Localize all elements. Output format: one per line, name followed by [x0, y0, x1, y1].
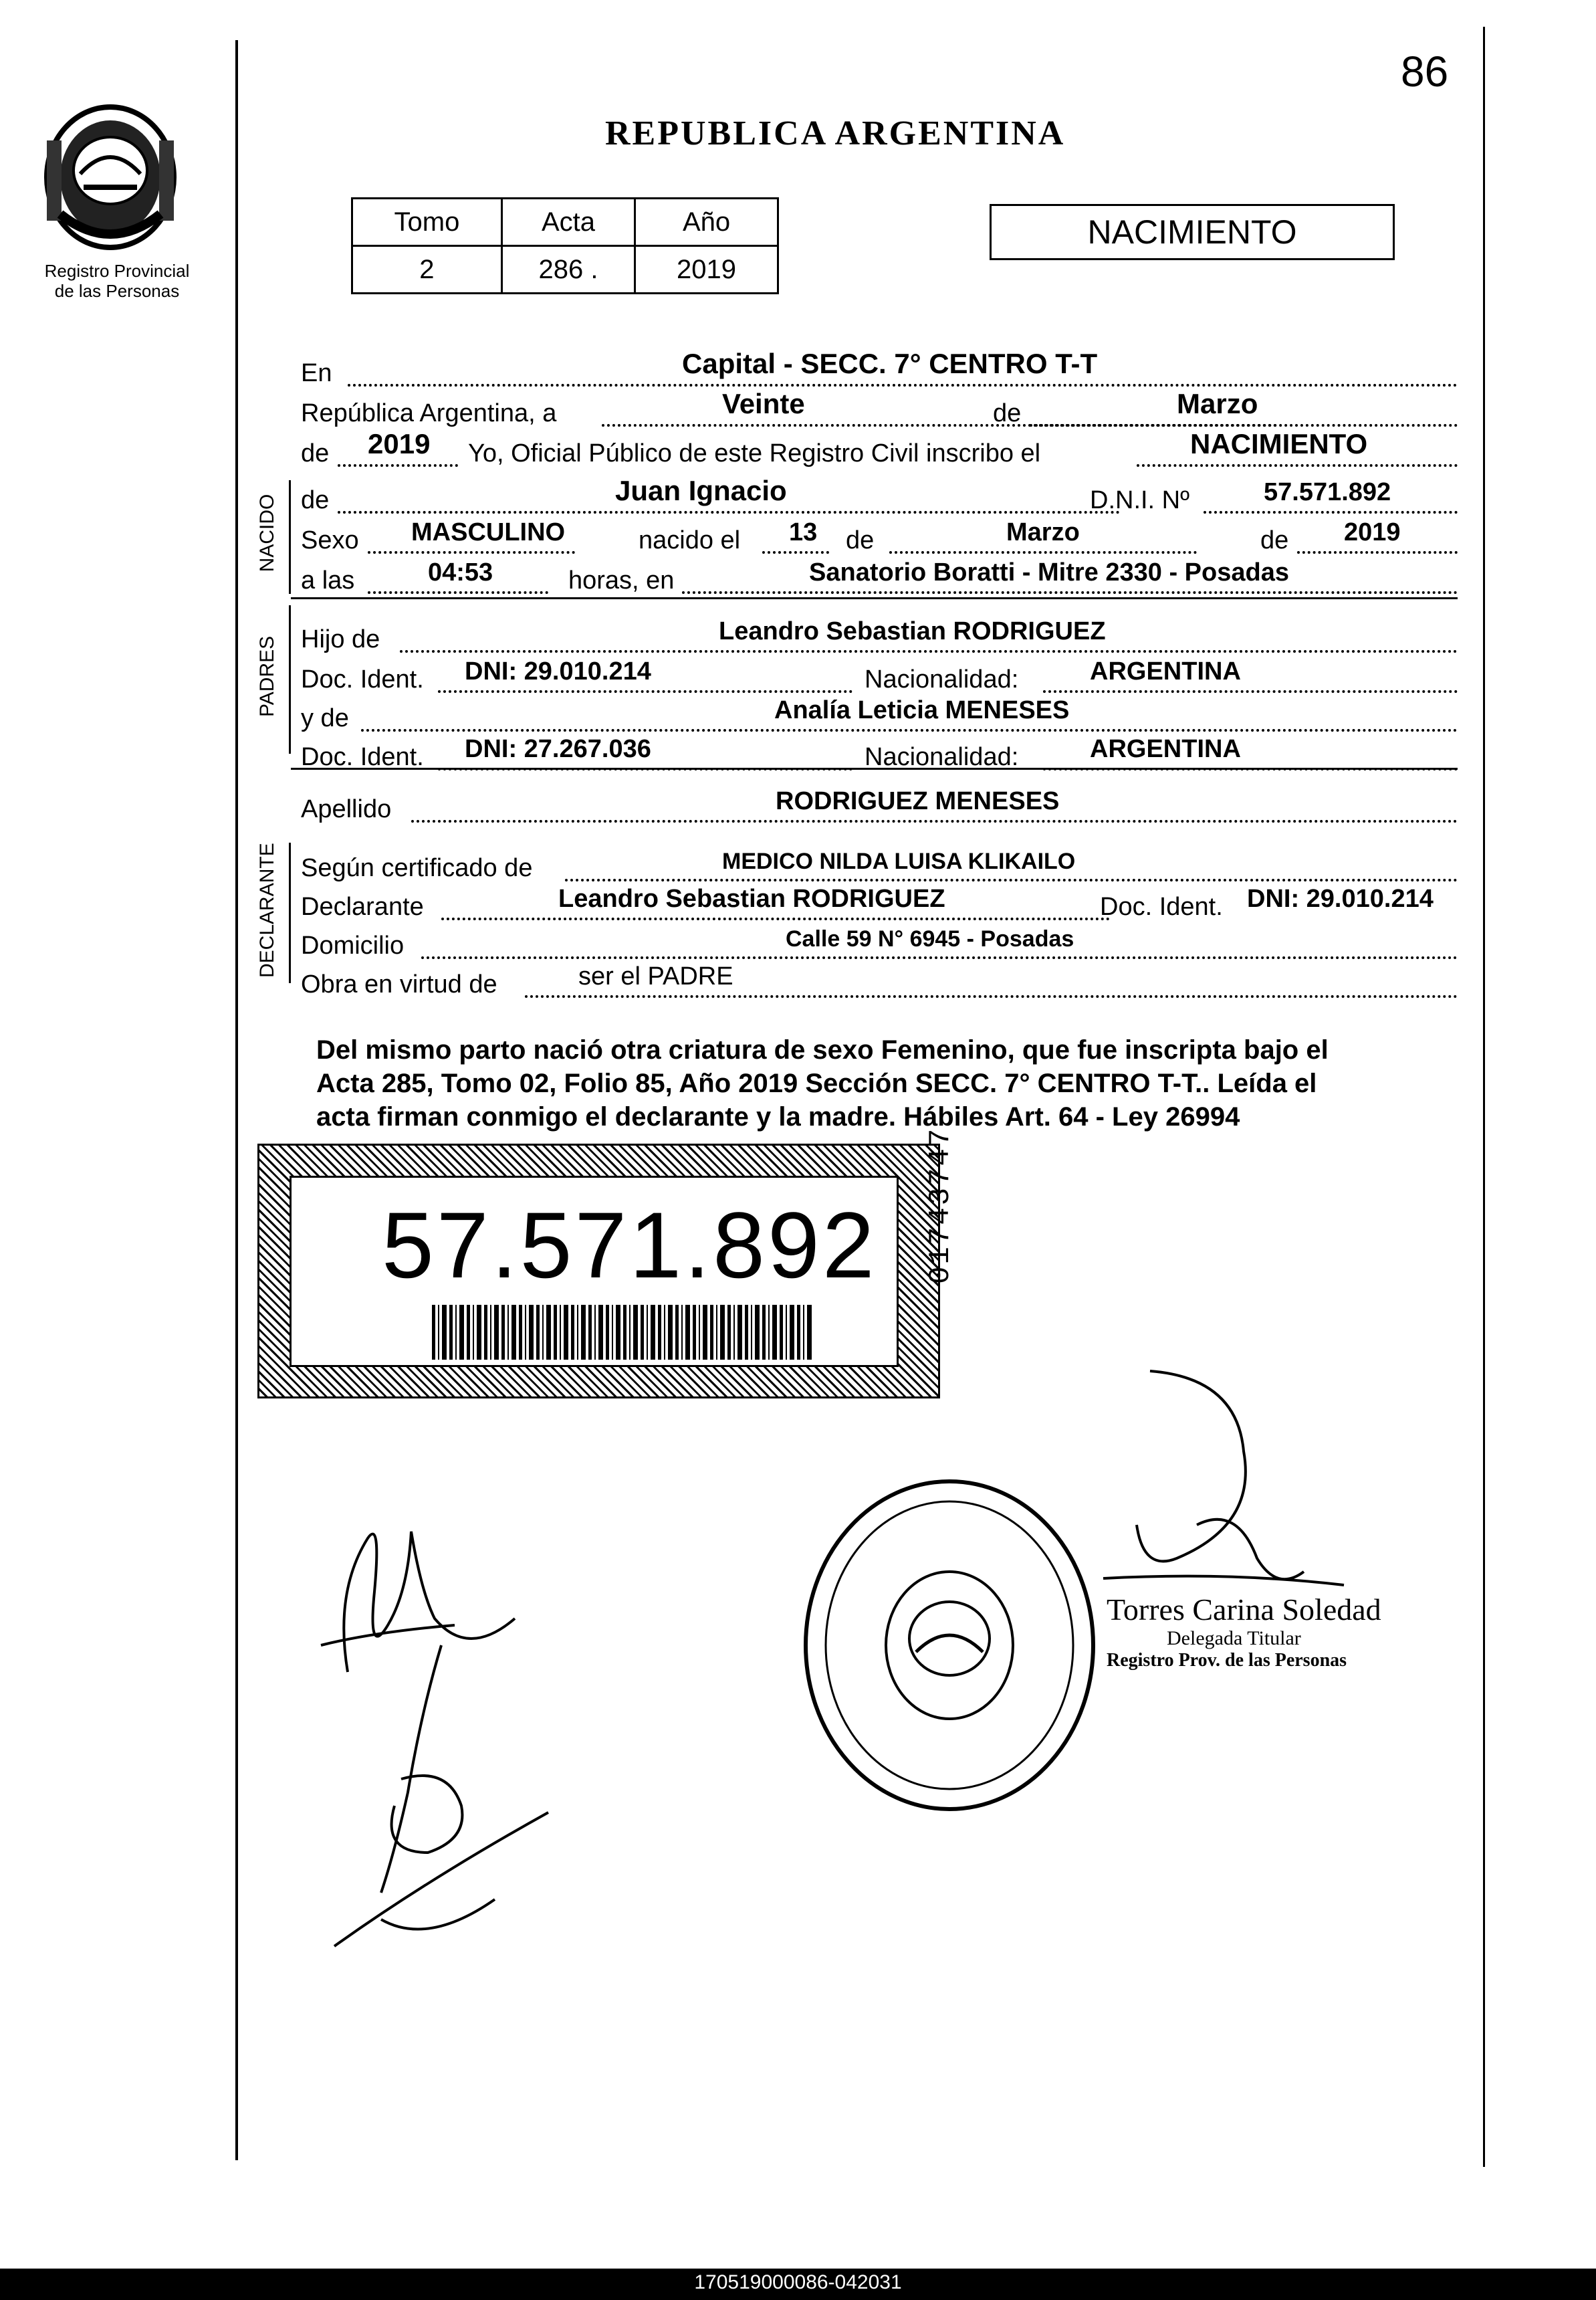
row-nombre	[301, 475, 1458, 515]
declarante-bracket	[289, 843, 291, 983]
nacido-bracket	[289, 480, 291, 594]
row-madre-doc	[301, 732, 1458, 772]
label-de-year: de	[301, 439, 330, 467]
value-obra: ser el PADRE	[578, 962, 733, 990]
row-domicilio	[301, 920, 1458, 960]
value-madre-nac: ARGENTINA	[1090, 735, 1241, 763]
side-label-declarante: DECLARANTE	[256, 843, 278, 978]
row-padre-doc	[301, 654, 1458, 694]
row-declarante	[301, 881, 1458, 922]
table-value-tomo: 2	[352, 246, 502, 294]
row-apellido	[301, 784, 1458, 824]
left-margin-line	[235, 40, 238, 2160]
signer-org: Registro Prov. de las Personas	[1107, 1650, 1347, 1671]
row-obra	[301, 959, 1458, 999]
table-value-acta: 286 .	[501, 246, 635, 294]
barcode	[432, 1305, 813, 1360]
label-yo: Yo, Oficial Público de este Registro Civil inscribo el	[468, 439, 1041, 467]
value-acto: NACIMIENTO	[1190, 428, 1368, 459]
table-header-tomo: Tomo	[352, 199, 502, 246]
label-doc-ident-2: Doc. Ident.	[301, 743, 424, 771]
value-hora: 04:53	[428, 558, 493, 587]
table-header-anio: Año	[635, 199, 778, 246]
registry-name	[20, 261, 214, 301]
label-en: En	[301, 359, 332, 387]
footer-code: 170519000086-042031	[694, 2271, 902, 2293]
label-domicilio: Domicilio	[301, 932, 405, 960]
paragraph-line-3: acta firman conmigo el declarante y la madre. Hábiles Art. 64 - Ley 26994	[316, 1102, 1240, 1132]
dni-side-code: 01743747	[924, 1126, 957, 1284]
value-dia-nac: 13	[789, 518, 818, 546]
value-mes-nac: Marzo	[1006, 518, 1080, 546]
signer-name: Torres Carina Soledad	[1107, 1592, 1381, 1627]
label-nacido: nacido el	[639, 526, 741, 554]
label-sexo: Sexo	[301, 526, 359, 554]
side-label-padres: PADRES	[256, 635, 278, 717]
label-a-las: a las	[301, 566, 355, 595]
side-label-nacido: NACIDO	[256, 494, 278, 572]
label-nacionalidad-1: Nacionalidad:	[865, 665, 1019, 694]
label-apellido: Apellido	[301, 795, 392, 823]
value-padre: Leandro Sebastian RODRIGUEZ	[719, 617, 1106, 645]
record-table	[351, 197, 779, 294]
row-hora	[301, 555, 1458, 595]
value-apellido: RODRIGUEZ MENESES	[776, 787, 1060, 815]
row-sexo	[301, 515, 1458, 555]
value-madre-doc: DNI: 27.267.036	[465, 735, 651, 763]
row-lugar	[301, 348, 1458, 388]
seal-emblem-icon	[796, 1471, 1103, 1819]
label-dni: D.N.I. Nº	[1090, 486, 1189, 514]
value-sexo: MASCULINO	[411, 518, 566, 546]
value-lugar: Capital - SECC. 7° CENTRO T-T	[682, 348, 1098, 379]
label-doc-ident-3: Doc. Ident.	[1100, 893, 1223, 921]
label-segun: Según certificado de	[301, 854, 533, 882]
value-declarante: Leandro Sebastian RODRIGUEZ	[558, 885, 945, 913]
shield-emblem-icon	[33, 100, 187, 254]
label-y-de: y de	[301, 704, 349, 732]
signer-title: Delegada Titular	[1167, 1627, 1301, 1649]
value-anio-nac: 2019	[1344, 518, 1401, 546]
table-value-anio: 2019	[635, 246, 778, 294]
value-declarante-doc: DNI: 29.010.214	[1247, 885, 1434, 913]
right-margin-line	[1483, 27, 1485, 2167]
label-obra: Obra en virtud de	[301, 970, 497, 999]
value-madre: Analía Leticia MENESES	[774, 696, 1070, 724]
table-header-acta: Acta	[501, 199, 635, 246]
padres-bracket	[289, 605, 291, 754]
registry-line2: de las Personas	[54, 281, 180, 301]
label-doc-ident-1: Doc. Ident.	[301, 665, 424, 694]
dni-sticker-inner	[290, 1176, 899, 1367]
registry-line1: Registro Provincial	[44, 261, 190, 281]
signature-left-2	[294, 1632, 615, 1980]
label-declarante: Declarante	[301, 893, 424, 921]
value-nombre: Juan Ignacio	[615, 475, 787, 506]
row-certificado	[301, 843, 1458, 883]
official-seal	[796, 1471, 1103, 1819]
label-hijo-de: Hijo de	[301, 625, 380, 653]
row-padre	[301, 614, 1458, 654]
value-certificado: MEDICO NILDA LUISA KLIKAILO	[722, 849, 1076, 874]
value-anio: 2019	[368, 428, 431, 459]
paragraph-line-2: Acta 285, Tomo 02, Folio 85, Año 2019 Sección SECC. 7° CENTRO T-T.. Leída el	[316, 1069, 1317, 1098]
label-de-name: de	[301, 486, 330, 514]
row-fecha	[301, 388, 1458, 428]
province-logo	[33, 100, 187, 254]
row-inscribo	[301, 428, 1458, 468]
dni-sticker	[257, 1144, 940, 1398]
row-madre	[301, 693, 1458, 733]
section-divider-2	[291, 768, 1458, 770]
label-de-mes-nac: de	[846, 526, 875, 554]
value-padre-nac: ARGENTINA	[1090, 657, 1241, 686]
label-de-mes: de	[993, 399, 1022, 427]
value-padre-doc: DNI: 29.010.214	[465, 657, 651, 686]
value-lugar-nac: Sanatorio Boratti - Mitre 2330 - Posadas	[809, 558, 1289, 587]
paragraph-line-1: Del mismo parto nació otra criatura de sexo Femenino, que fue inscripta bajo el	[316, 1035, 1329, 1065]
value-domicilio: Calle 59 N° 6945 - Posadas	[786, 926, 1074, 952]
dni-number: 57.571.892	[382, 1192, 877, 1297]
label-horas: horas, en	[568, 566, 675, 595]
value-dni: 57.571.892	[1264, 478, 1391, 506]
label-nacionalidad-2: Nacionalidad:	[865, 743, 1019, 771]
document-title: REPUBLICA ARGENTINA	[605, 114, 1066, 152]
label-de-anio-nac: de	[1260, 526, 1289, 554]
value-dia: Veinte	[722, 388, 805, 419]
section-divider-1	[291, 597, 1458, 599]
value-mes: Marzo	[1177, 388, 1258, 419]
doc-type-box: NACIMIENTO	[990, 204, 1395, 260]
signature-block	[1107, 1592, 1381, 1671]
label-republica: República Argentina, a	[301, 399, 557, 427]
observation-paragraph	[316, 1033, 1466, 1134]
page-number: 86	[1401, 47, 1449, 96]
